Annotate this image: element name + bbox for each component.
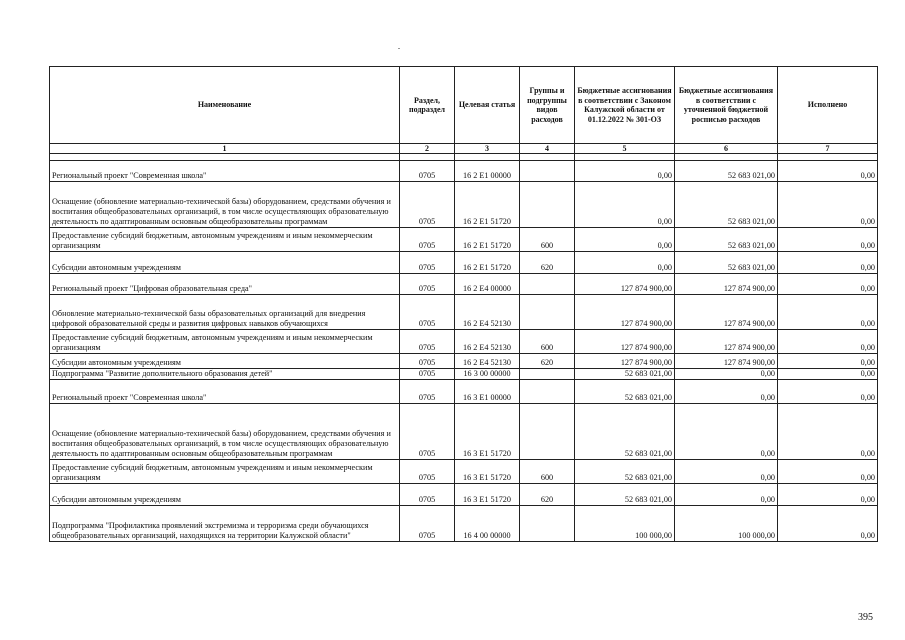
page-number: 395 [858, 612, 873, 623]
row-article: 16 4 00 00000 [455, 506, 520, 542]
column-number: 6 [675, 144, 778, 154]
table-row [50, 506, 878, 542]
header-executed: Исполнено [778, 67, 878, 144]
column-number: 7 [778, 144, 878, 154]
row-executed-amount: 0,00 [778, 404, 878, 460]
column-number: 4 [520, 144, 575, 154]
row-section: 0705 [400, 506, 455, 542]
row-executed-amount: 0,00 [778, 460, 878, 484]
row-refined-amount: 127 874 900,00 [675, 295, 778, 330]
row-refined-amount: 127 874 900,00 [675, 330, 778, 354]
row-refined-amount: 100 000,00 [675, 506, 778, 542]
column-number: 1 [50, 144, 400, 154]
row-group [520, 274, 575, 295]
row-article: 16 2 E1 00000 [455, 161, 520, 182]
row-section: 0705 [400, 274, 455, 295]
header-article: Целевая статья [455, 67, 520, 144]
row-group: 620 [520, 484, 575, 506]
row-law-amount: 127 874 900,00 [575, 295, 675, 330]
table-row [50, 404, 878, 460]
row-law-amount: 52 683 021,00 [575, 380, 675, 404]
row-law-amount: 0,00 [575, 252, 675, 274]
row-refined-amount: 127 874 900,00 [675, 354, 778, 369]
row-section: 0705 [400, 354, 455, 369]
row-section: 0705 [400, 252, 455, 274]
header-refined: Бюджетные ассигнования в соответствии с уточненной бюджетной росписью расходов [675, 67, 778, 144]
row-article: 16 2 E4 52130 [455, 354, 520, 369]
row-article: 16 3 E1 51720 [455, 404, 520, 460]
column-number: 3 [455, 144, 520, 154]
row-group: 600 [520, 460, 575, 484]
row-refined-amount: 52 683 021,00 [675, 228, 778, 252]
row-section: 0705 [400, 295, 455, 330]
row-executed-amount: 0,00 [778, 369, 878, 380]
table-row [50, 182, 878, 228]
row-name: Оснащение (обновление материально-технической базы) оборудованием, средствами обучения и воспитания общеобразовательных организаций, в том числе осуществляющих образовательную деятельность по адаптированным основным общеобразовательны программам [50, 182, 400, 228]
row-executed-amount: 0,00 [778, 484, 878, 506]
row-law-amount: 127 874 900,00 [575, 274, 675, 295]
row-law-amount: 52 683 021,00 [575, 369, 675, 380]
row-article: 16 3 E1 00000 [455, 380, 520, 404]
row-refined-amount: 127 874 900,00 [675, 274, 778, 295]
row-article: 16 2 E4 52130 [455, 295, 520, 330]
row-group [520, 182, 575, 228]
row-law-amount: 52 683 021,00 [575, 460, 675, 484]
table-row [50, 460, 878, 484]
row-executed-amount: 0,00 [778, 354, 878, 369]
row-article: 16 2 E4 52130 [455, 330, 520, 354]
row-refined-amount: 0,00 [675, 460, 778, 484]
row-law-amount: 100 000,00 [575, 506, 675, 542]
row-group [520, 380, 575, 404]
row-name: Обновление материально-технической базы образовательных организаций для внедрения цифровой образовательной среды и развития цифровых навыков обучающихся [50, 295, 400, 330]
row-section: 0705 [400, 182, 455, 228]
row-section: 0705 [400, 484, 455, 506]
row-name: Региональный проект "Цифровая образовательная среда" [50, 274, 400, 295]
row-name: Региональный проект "Современная школа" [50, 380, 400, 404]
budget-table-sheet [49, 66, 877, 542]
row-name: Субсидии автономным учреждениям [50, 484, 400, 506]
row-group: 620 [520, 354, 575, 369]
row-section: 0705 [400, 369, 455, 380]
table-row [50, 274, 878, 295]
row-law-amount: 0,00 [575, 182, 675, 228]
row-law-amount: 52 683 021,00 [575, 404, 675, 460]
row-law-amount: 0,00 [575, 161, 675, 182]
row-group: 600 [520, 330, 575, 354]
row-law-amount: 127 874 900,00 [575, 330, 675, 354]
row-executed-amount: 0,00 [778, 274, 878, 295]
row-law-amount: 0,00 [575, 228, 675, 252]
row-executed-amount: 0,00 [778, 380, 878, 404]
row-name: Оснащение (обновление материально-технической базы) оборудованием, средствами обучения и воспитания общеобразовательных организаций, в том числе осуществляющих образовательную деятельность по адаптированным основным общеобразовательным программам [50, 404, 400, 460]
table-row [50, 161, 878, 182]
table-row [50, 295, 878, 330]
row-executed-amount: 0,00 [778, 182, 878, 228]
row-refined-amount: 52 683 021,00 [675, 252, 778, 274]
row-executed-amount: 0,00 [778, 252, 878, 274]
column-number: 2 [400, 144, 455, 154]
row-section: 0705 [400, 380, 455, 404]
row-name: Подпрограмма "Развитие дополнительного образования детей" [50, 369, 400, 380]
row-refined-amount: 52 683 021,00 [675, 182, 778, 228]
row-name: Региональный проект "Современная школа" [50, 161, 400, 182]
table-row [50, 380, 878, 404]
row-executed-amount: 0,00 [778, 228, 878, 252]
budget-table [49, 66, 878, 542]
separator-row [50, 154, 878, 161]
row-article: 16 3 E1 51720 [455, 460, 520, 484]
row-name: Предоставление субсидий бюджетным, автономным учреждениям и иным некоммерческим организациям [50, 460, 400, 484]
header-name: Наименование [50, 67, 400, 144]
row-law-amount: 52 683 021,00 [575, 484, 675, 506]
header-group: Группы и подгруппы видов расходов [520, 67, 575, 144]
row-refined-amount: 0,00 [675, 369, 778, 380]
row-group: 600 [520, 228, 575, 252]
header-law: Бюджетные ассигнования в соответствии с Законом Калужской области от 01.12.2022 № 301-ОЗ [575, 67, 675, 144]
row-section: 0705 [400, 330, 455, 354]
row-refined-amount: 0,00 [675, 484, 778, 506]
row-section: 0705 [400, 228, 455, 252]
table-row [50, 252, 878, 274]
row-law-amount: 127 874 900,00 [575, 354, 675, 369]
row-name: Подпрограмма "Профилактика проявлений экстремизма и терроризма среди обучающихся общеобразовательных организаций, находящихся на территории Калужской области" [50, 506, 400, 542]
row-executed-amount: 0,00 [778, 161, 878, 182]
row-article: 16 3 00 00000 [455, 369, 520, 380]
row-article: 16 2 E1 51720 [455, 252, 520, 274]
table-row [50, 369, 878, 380]
row-group [520, 295, 575, 330]
row-name: Предоставление субсидий бюджетным, автономным учреждениям и иным некоммерческим организациям [50, 330, 400, 354]
row-executed-amount: 0,00 [778, 330, 878, 354]
row-article: 16 2 E1 51720 [455, 182, 520, 228]
table-row [50, 484, 878, 506]
scan-mark [398, 48, 400, 49]
row-group [520, 369, 575, 380]
header-section: Раздел, подраздел [400, 67, 455, 144]
column-number-row [50, 144, 878, 154]
header-row [50, 67, 878, 144]
row-section: 0705 [400, 460, 455, 484]
row-group: 620 [520, 252, 575, 274]
row-refined-amount: 0,00 [675, 404, 778, 460]
row-executed-amount: 0,00 [778, 506, 878, 542]
table-body [50, 154, 878, 542]
table-row [50, 354, 878, 369]
row-group [520, 506, 575, 542]
row-section: 0705 [400, 404, 455, 460]
column-number: 5 [575, 144, 675, 154]
table-row [50, 330, 878, 354]
row-name: Субсидии автономным учреждениям [50, 252, 400, 274]
table-row [50, 228, 878, 252]
row-name: Субсидии автономным учреждениям [50, 354, 400, 369]
row-name: Предоставление субсидий бюджетным, автономным учреждениям и иным некоммерческим организациям [50, 228, 400, 252]
row-refined-amount: 52 683 021,00 [675, 161, 778, 182]
row-article: 16 2 E4 00000 [455, 274, 520, 295]
row-executed-amount: 0,00 [778, 295, 878, 330]
row-article: 16 2 E1 51720 [455, 228, 520, 252]
row-section: 0705 [400, 161, 455, 182]
row-group [520, 161, 575, 182]
row-refined-amount: 0,00 [675, 380, 778, 404]
row-article: 16 3 E1 51720 [455, 484, 520, 506]
row-group [520, 404, 575, 460]
